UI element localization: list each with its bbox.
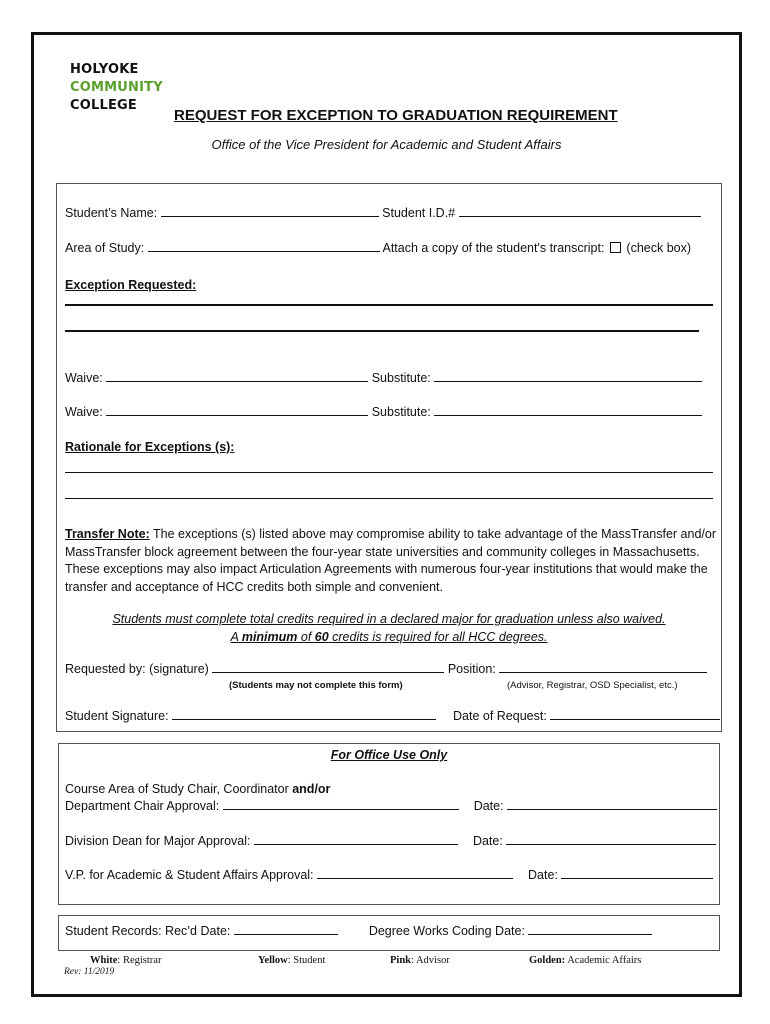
requested-by-label: Requested by: (signature) xyxy=(65,662,209,676)
chair-approval-field[interactable] xyxy=(223,799,459,810)
date-of-request-field[interactable] xyxy=(550,709,720,720)
student-signature-field[interactable] xyxy=(172,709,436,720)
req-credits: 60 xyxy=(314,630,329,644)
copy-pink xyxy=(390,955,450,966)
yellow-text: : Student xyxy=(287,955,326,966)
vp-approval-field[interactable] xyxy=(317,868,513,879)
substitute-label-1: Substitute: xyxy=(371,371,431,385)
substitute-label-2: Substitute: xyxy=(371,405,431,419)
waive-field-1[interactable] xyxy=(106,371,368,382)
waive-label-1: Waive: xyxy=(65,371,103,385)
substitute-field-1[interactable] xyxy=(434,371,702,382)
waive-label-2: Waive: xyxy=(65,405,103,419)
dean-date-label: Date: xyxy=(472,834,503,848)
requirement-line-2 xyxy=(57,630,721,644)
transcript-label: Attach a copy of the student's transcript: xyxy=(382,241,605,255)
rationale-line-2[interactable] xyxy=(65,498,713,499)
yellow-label: Yellow xyxy=(258,955,288,966)
rationale-line-1[interactable] xyxy=(65,472,713,473)
dean-approval-field[interactable] xyxy=(254,834,458,845)
area-of-study-label: Area of Study: xyxy=(65,241,145,255)
degree-works-label: Degree Works Coding Date: xyxy=(368,924,525,938)
transcript-checkbox[interactable] xyxy=(610,242,621,253)
exception-requested-header: Exception Requested: xyxy=(65,278,197,292)
substitute-field-2[interactable] xyxy=(434,405,702,416)
white-label: White xyxy=(90,955,118,966)
students-note: (Students may not complete this form) xyxy=(229,680,403,691)
form-page xyxy=(31,32,742,997)
dean-date-field[interactable] xyxy=(506,834,716,845)
exception-line-1[interactable] xyxy=(65,304,713,306)
copy-golden xyxy=(529,955,641,966)
white-text: : Registrar xyxy=(117,955,162,966)
req-minimum: minimum xyxy=(241,630,298,644)
golden-text: Academic Affairs xyxy=(565,955,642,966)
request-section xyxy=(56,183,722,732)
student-name-label: Student’s Name: xyxy=(65,206,158,220)
transfer-note-text: The exceptions (s) listed above may compromise ability to take advantage of the MassTransfer and/or MassTransfer block agreement between the four-year state universities and community colleges in Massachusetts. These exceptions may also impact Articulation Agreements with numerous four-year institutions that would make the transfer and acceptance of HCC credits both simple and convenient. xyxy=(65,527,716,594)
area-of-study-field[interactable] xyxy=(148,241,380,252)
logo-line-3: COLLEGE xyxy=(70,98,137,113)
form-title: REQUEST FOR EXCEPTION TO GRADUATION REQUIREMENT xyxy=(174,107,618,124)
office-use-section xyxy=(58,743,720,905)
vp-approval-label: V.P. for Academic & Student Affairs Approval: xyxy=(65,868,314,882)
vp-date-label: Date: xyxy=(528,868,558,882)
copy-white xyxy=(90,955,161,966)
recd-date-field[interactable] xyxy=(234,924,338,935)
position-label: Position: xyxy=(447,662,496,676)
req-c: of xyxy=(297,630,315,644)
chair-date-label: Date: xyxy=(473,799,504,813)
copy-yellow xyxy=(258,955,325,966)
chair-date-field[interactable] xyxy=(507,799,717,810)
degree-works-field[interactable] xyxy=(528,924,652,935)
student-id-field[interactable] xyxy=(459,206,701,217)
chair-approval-label: Department Chair Approval: xyxy=(65,799,220,813)
date-of-request-label: Date of Request: xyxy=(453,709,547,723)
vp-date-field[interactable] xyxy=(561,868,713,879)
form-subtitle: Office of the Vice President for Academic and Student Affairs xyxy=(211,137,562,152)
position-note: (Advisor, Registrar, OSD Specialist, etc.) xyxy=(507,680,678,691)
dean-approval-label: Division Dean for Major Approval: xyxy=(65,834,251,848)
transfer-note-label: Transfer Note: xyxy=(65,527,150,541)
waive-field-2[interactable] xyxy=(106,405,368,416)
student-id-label: Student I.D.# xyxy=(382,206,456,220)
logo-line-2: COMMUNITY xyxy=(70,80,163,95)
student-name-field[interactable] xyxy=(161,206,379,217)
college-logo xyxy=(70,61,163,115)
golden-label: Golden: xyxy=(529,955,566,966)
recd-date-label: Student Records: Rec’d Date: xyxy=(65,924,231,938)
pink-label: Pink xyxy=(390,955,412,966)
student-signature-label: Student Signature: xyxy=(65,709,169,723)
exception-line-2[interactable] xyxy=(65,330,699,332)
position-field[interactable] xyxy=(499,662,707,673)
rationale-header: Rationale for Exceptions (s): xyxy=(65,440,235,454)
chair-andor: and/or xyxy=(292,782,331,796)
revision-date: Rev: 11/2019 xyxy=(64,967,115,977)
transfer-note xyxy=(65,526,717,596)
check-box-label: (check box) xyxy=(626,241,692,255)
records-section xyxy=(58,915,720,951)
req-e: credits is required for all HCC degrees. xyxy=(328,630,548,644)
requirement-line-1: Students must complete total credits required in a declared major for graduation unless also waived. xyxy=(112,612,666,626)
logo-line-1: HOLYOKE xyxy=(70,62,139,77)
req-a: A xyxy=(230,630,242,644)
chair-label: Course Area of Study Chair, Coordinator xyxy=(65,782,293,796)
office-use-header: For Office Use Only xyxy=(330,748,448,762)
pink-text: : Advisor xyxy=(411,955,450,966)
requested-by-field[interactable] xyxy=(212,662,444,673)
